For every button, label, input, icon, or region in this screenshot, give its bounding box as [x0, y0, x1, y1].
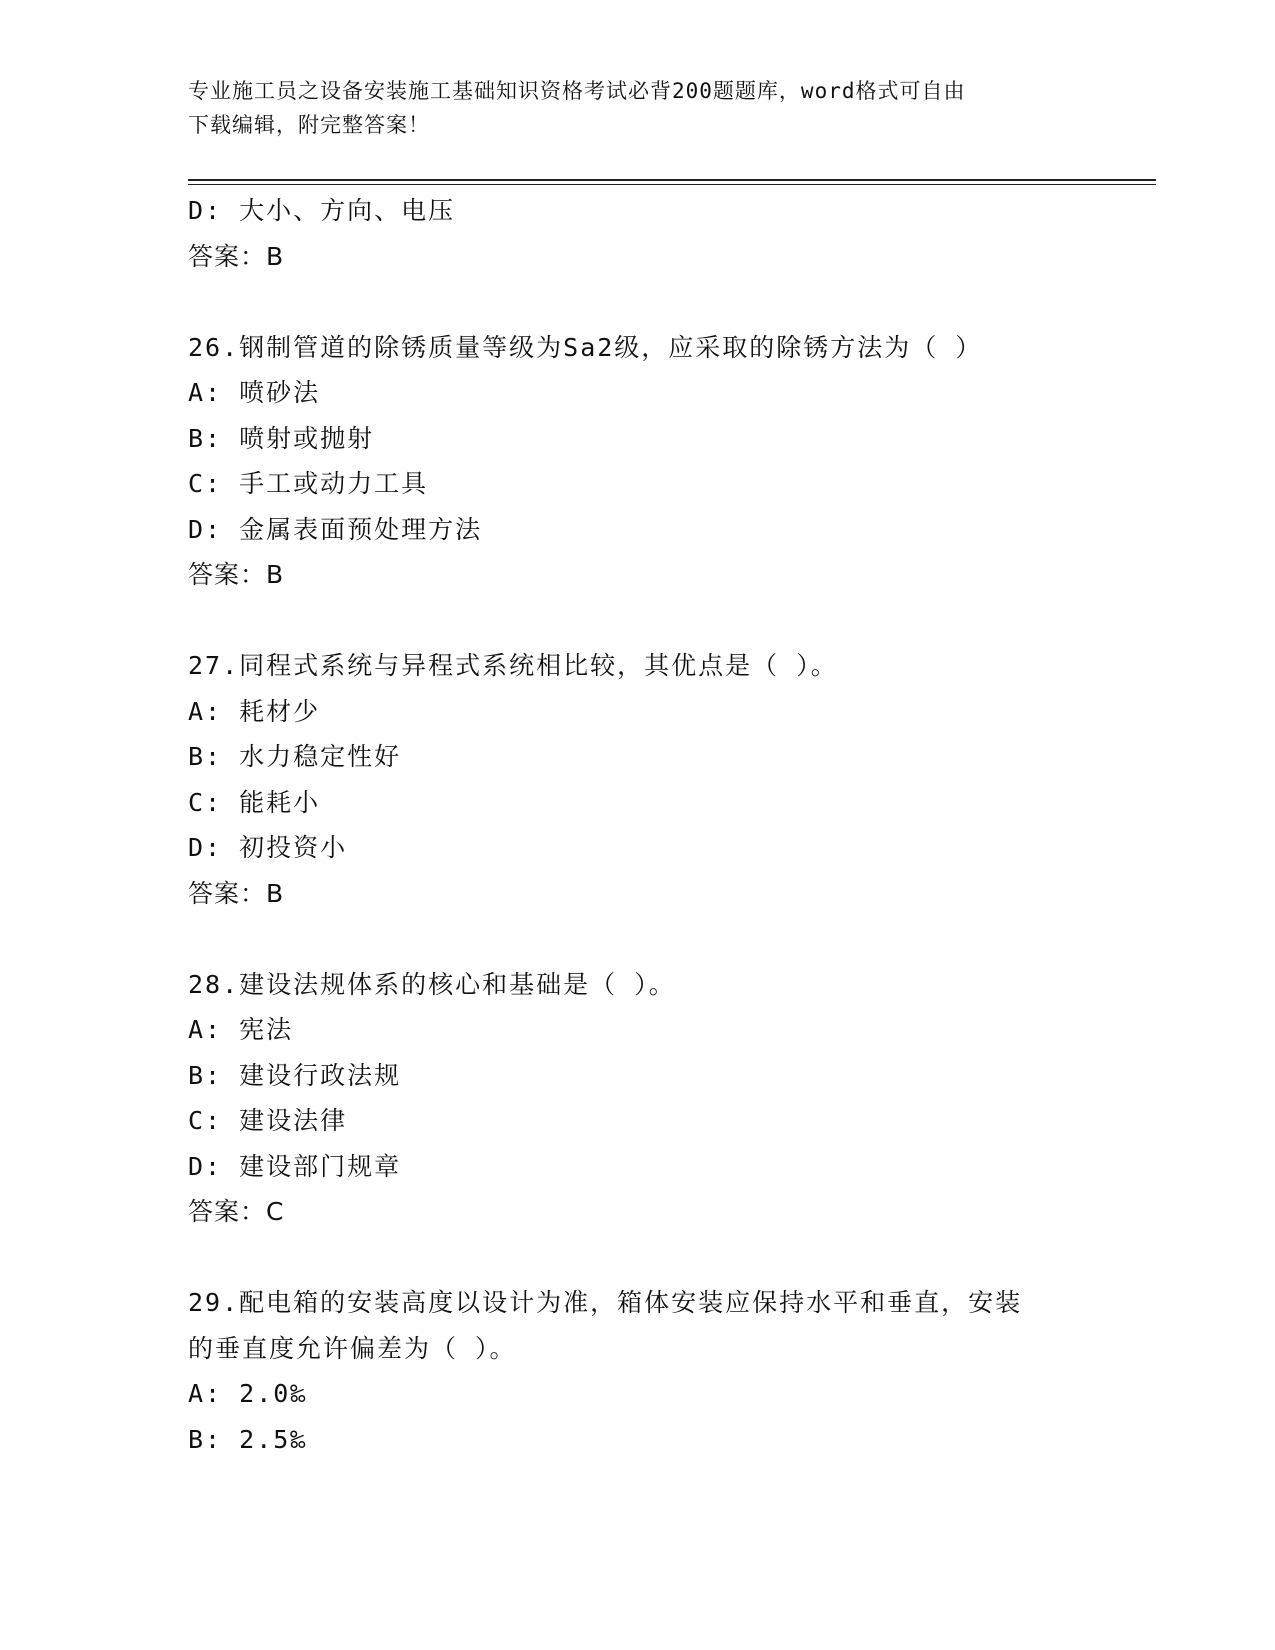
question-stem-line-2: 的垂直度允许偏差为（ ）。: [188, 1333, 517, 1363]
option-d: D: 初投资小: [188, 833, 348, 862]
question-stem: 28.建设法规体系的核心和基础是（ ）。: [188, 969, 676, 999]
question-28: [188, 962, 1088, 1235]
option-b: B: 2.5‰: [188, 1424, 308, 1454]
option-a: A: 2.0‰: [188, 1379, 308, 1408]
option-a: A: 喷砂法: [188, 378, 321, 407]
header-title-line-2: 下载编辑，附完整答案！: [188, 113, 430, 137]
question-list: [188, 188, 1088, 1462]
answer-line: 答案：B: [188, 878, 285, 908]
question-spacer: [188, 598, 1088, 644]
answer-line: 答案：C: [188, 1197, 285, 1226]
question-stem-line-1: 29.配电箱的安装高度以设计为准，箱体安装应保持水平和垂直，安装: [188, 1288, 1023, 1317]
question-spacer: [188, 279, 1088, 325]
header-divider-thin: [188, 184, 1156, 185]
header-divider-thick: [188, 179, 1156, 181]
option-c: C: 能耗小: [188, 787, 321, 817]
option-c: C: 手工或动力工具: [188, 469, 429, 498]
question-stem: 26.钢制管道的除锈质量等级为Sa2级，应采取的除锈方法为（ ）: [188, 332, 983, 362]
question-29: [188, 1280, 1088, 1462]
question-25: [188, 188, 1088, 279]
option-b: B: 建设行政法规: [188, 1060, 402, 1090]
answer-line: 答案：B: [188, 241, 285, 271]
header-title-line-1: 专业施工员之设备安装施工基础知识资格考试必背200题题库，word格式可自由: [188, 79, 966, 103]
question-stem: 27.同程式系统与异程式系统相比较，其优点是（ ）。: [188, 651, 838, 680]
answer-line: 答案：B: [188, 560, 285, 589]
option-b: B: 喷射或抛射: [188, 423, 375, 453]
option-c: C: 建设法律: [188, 1106, 348, 1135]
option-d: D: 建设部门规章: [188, 1151, 402, 1181]
question-26: [188, 325, 1088, 598]
question-27: [188, 643, 1088, 916]
option-b: B: 水力稳定性好: [188, 742, 402, 771]
option-a: A: 宪法: [188, 1015, 294, 1044]
option-a: A: 耗材少: [188, 696, 321, 726]
question-spacer: [188, 916, 1088, 962]
option-d: D: 大小、方向、电压: [188, 196, 456, 225]
option-d: D: 金属表面预处理方法: [188, 514, 483, 544]
page-header: [188, 74, 1078, 142]
question-spacer: [188, 1235, 1088, 1281]
